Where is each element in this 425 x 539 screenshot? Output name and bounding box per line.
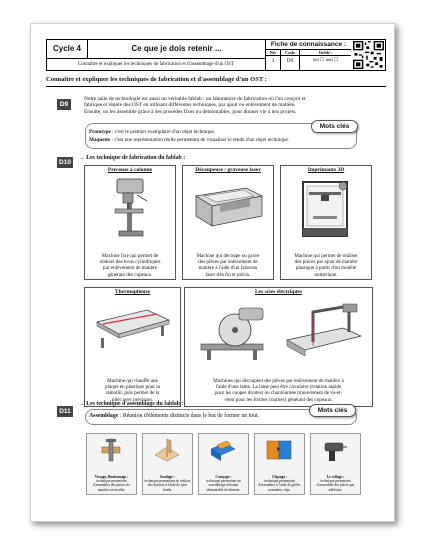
maquette-term: Maquette (89, 137, 111, 143)
desc-line: Machine qui chauffe une (107, 378, 158, 384)
tile-desc: technique permettant un assemblage résistant démontable facilement. (206, 479, 241, 492)
clip-icon (265, 437, 293, 463)
desc-line: numérique. (314, 271, 338, 278)
tile-title: Clipsage : (271, 474, 288, 479)
card-imprimante-3d (280, 165, 372, 280)
desc-line: plastique à partir d'un modèle (295, 265, 357, 272)
tile-caption (144, 475, 191, 492)
tile-caption (312, 475, 359, 492)
tile-title: Soudage : (159, 474, 176, 479)
niv-header: Niv (266, 50, 280, 56)
card-description (185, 253, 271, 278)
header-table (46, 39, 386, 71)
weld-icon (153, 437, 181, 463)
desc-line: plier avec précision. (111, 396, 154, 403)
maquette-text: : c'est une représentation réelle permettant de visualiser le rendu d'un objet technique. (110, 137, 290, 143)
tile-caption (256, 475, 303, 492)
fiche-label: Fiche de connaissance : (266, 40, 351, 50)
valide-options (300, 58, 351, 63)
d11-mots-cles-badge: Mots clés (309, 404, 356, 417)
d9-intro-line: Notre salle de technologie est aussi un véritable fablab : un laboratoire de fabrication où l'on conçoit et (84, 96, 306, 102)
desc-line: vient pour les formes courbes) générant des copeaux. (224, 396, 333, 403)
tile-desc: technique permettant d'assembler des pièces de manière réversible. (93, 479, 130, 492)
thermobender-illustration (93, 302, 173, 352)
page-subtitle: Connaître et expliquer les techniques de fabrication et d'assemblage d'un OST (47, 59, 266, 70)
desc-line: Machine fixe qui permet de (101, 253, 159, 259)
niv-col (266, 50, 281, 70)
desc-line: l'aide d'une lame. La lame peut être circulaire (rotation rapide (215, 384, 342, 391)
tile-title: Coinçage : (215, 474, 232, 479)
card-title: Thermoplieuse (114, 289, 151, 295)
assemblage-term: Assemblage (89, 413, 119, 419)
tile-caption (88, 475, 135, 492)
desc-line: pour les coupes droites) ou chantournée (mouvement de va-et- (214, 390, 343, 397)
circular-saw-illustration (195, 300, 275, 362)
tile-coincage (198, 433, 249, 495)
d9-intro-line: fabrique et répare des OST en utilisant différentes techniques, par ajout ou enlèvement de matière. (84, 102, 296, 109)
desc-line: Machines qui découpent des pièces par enlèvement de matière à (213, 378, 344, 384)
d9-intro (84, 96, 389, 115)
3d-printer-illustration (299, 178, 353, 240)
drill-press-illustration (109, 177, 151, 237)
bolt-icon (98, 437, 124, 463)
glue-gun-icon (321, 437, 349, 463)
tile-desc: technique permettant d'assembler à l'aide de griffes nommées clips. (258, 479, 301, 492)
valide-col (300, 50, 351, 70)
oui-label: oui (312, 58, 319, 63)
d11-marker: D11 (57, 406, 73, 417)
tile-title: Vissage, Boulonnage : (94, 474, 129, 479)
code-value: D9 (286, 58, 294, 64)
d9-intro-line: Ensuite, on les assemble grâce à des procédés fixes ou démontables, pour donner vie à nos projets. (84, 108, 297, 115)
scroll-saw-illustration (283, 302, 365, 360)
card-description (87, 253, 173, 278)
document-sheet (30, 23, 395, 522)
desc-line: par enlèvement de matière (103, 265, 157, 272)
desc-line: des pièces par ajout de matière (294, 259, 358, 266)
tile-soudage (142, 433, 193, 495)
desc-line: Machine qui permet de réaliser (294, 253, 358, 259)
d11-heading: → Les technique d'assemblage du fablab : (79, 401, 184, 407)
prototype-text: : c'est le premier exemplaire d'un objet technique. (110, 129, 216, 135)
tile-vissage (86, 433, 137, 495)
prototype-definition (89, 129, 215, 136)
desc-line: réaliser des trous cylindriques (99, 259, 161, 266)
qr-code[interactable] (353, 41, 384, 69)
tile-title: Le collage : (326, 474, 345, 479)
desc-line: ramollir, puis permet de la (105, 390, 160, 397)
d10-heading: → Les technique de fabrication du fablab : (79, 155, 186, 161)
card-title: Découpeuse / graveuse laser (195, 167, 261, 173)
desc-line: matière à l'aide d'un faisceau (198, 265, 258, 272)
desc-line: Machine qui découpe ou grave (196, 253, 260, 259)
card-laser (182, 165, 274, 280)
card-description (87, 378, 178, 403)
card-description (187, 378, 370, 403)
desc-line: générant des copeaux. (107, 271, 153, 278)
laser-cutter-illustration (190, 182, 266, 232)
desc-line: laser très fin et précis. (205, 271, 251, 278)
assemblage-definition (89, 413, 259, 420)
tile-caption (200, 475, 247, 492)
wedge-joint-icon (209, 437, 237, 463)
niv-value: 3 (271, 58, 275, 64)
tile-clipsage (254, 433, 305, 495)
valide-header: Validé : (300, 50, 351, 56)
non-label: non (325, 58, 333, 63)
card-title: Les scies électriques (254, 289, 303, 295)
code-col (281, 50, 300, 70)
card-title: Perceuse à colonne (107, 167, 153, 173)
tile-desc: technique permettant d'assembler des pièces par adhésion. (316, 479, 355, 492)
card-scies-electriques (184, 287, 373, 407)
code-header: Code (281, 50, 299, 56)
maquette-definition (89, 137, 289, 144)
section-title: Connaître et expliquer les techniques de fabrication et d'assemblage d'un OST : (46, 76, 386, 87)
card-thermoplieuse (84, 287, 181, 407)
tile-collage (310, 433, 361, 495)
card-description (283, 253, 369, 278)
desc-line: des pièces par enlèvement de (198, 259, 258, 266)
card-title: Imprimante 3D (307, 167, 345, 173)
oui-checkbox[interactable]: ☐ (320, 58, 325, 63)
desc-line: plaque en plastique pour la (105, 384, 160, 391)
page-title: Ce que je dois retenir ... (88, 40, 266, 59)
fiche-columns (266, 50, 351, 70)
tile-desc: technique permettant de réaliser des liaisons à l'aide de joint fondu. (144, 479, 191, 492)
assemblage-text: : Réunion d'éléments distincts dans le but de former un tout. (118, 413, 260, 419)
d9-mots-cles-badge: Mots clés (311, 120, 358, 133)
d10-marker: D10 (57, 157, 73, 168)
non-checkbox[interactable]: ☐ (333, 58, 339, 63)
card-perceuse (84, 165, 176, 280)
d9-marker: D9 (57, 99, 71, 110)
cycle-label: Cycle 4 (47, 40, 88, 59)
prototype-term: Prototype (89, 129, 111, 135)
